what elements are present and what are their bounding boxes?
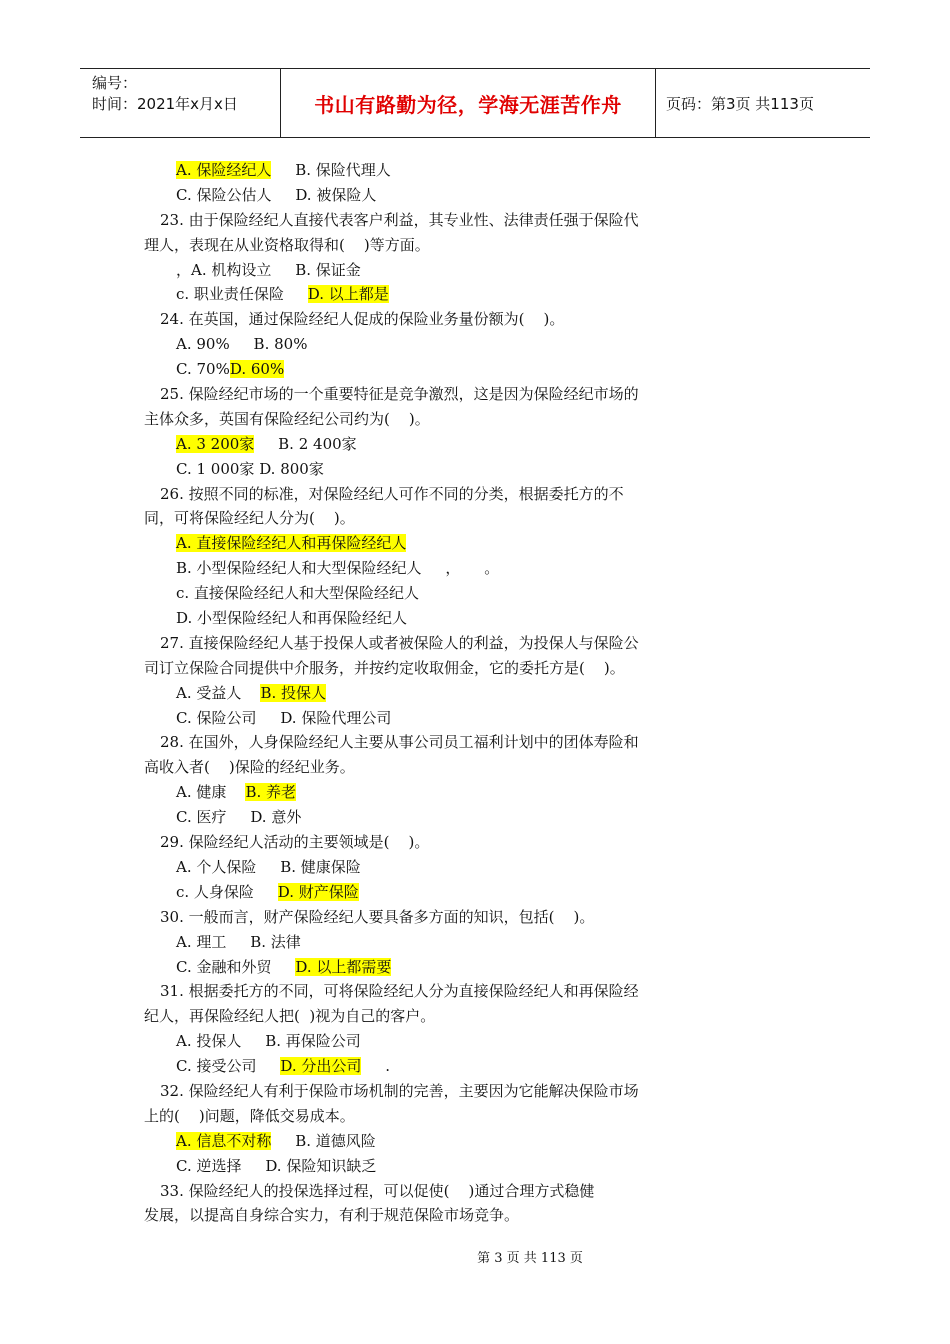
line-text: 理人，表现在从业资格取得和( )等方面。 xyxy=(144,235,430,254)
line-text: B. 小型保险经纪人和大型保险经纪人 ， 。 xyxy=(176,559,500,578)
line-text: 高收入者( )保险的经纪业务。 xyxy=(144,758,355,777)
line-text: 27. 直接保险经纪人基于投保人或者被保险人的利益，为投保人与保险公 xyxy=(160,633,639,652)
text-line xyxy=(144,730,724,755)
line-text: C. 70% xyxy=(176,360,230,379)
line-text: c. 职业责任保险 xyxy=(176,285,308,304)
line-text: C. 金融和外贸 xyxy=(176,957,296,976)
text-line xyxy=(144,457,724,482)
line-text: C. 1 000家 D. 800家 xyxy=(176,459,324,478)
line-text: 主体众多，英国有保险经纪公司约为( )。 xyxy=(144,409,430,428)
line-text: 24. 在英国，通过保险经纪人促成的保险业务量份额为( )。 xyxy=(160,310,565,329)
text-line xyxy=(144,407,724,432)
text-line xyxy=(144,755,724,780)
highlighted-answer: A. 3 200家 xyxy=(176,434,255,453)
text-line xyxy=(144,282,724,307)
line-text: c. 直接保险经纪人和大型保险经纪人 xyxy=(176,584,419,603)
page-header xyxy=(80,68,870,138)
line-text: 32. 保险经纪人有利于保险市场机制的完善，主要因为它能解决保险市场 xyxy=(160,1081,639,1100)
text-line xyxy=(144,506,724,531)
header-meta xyxy=(80,69,280,137)
text-line xyxy=(144,233,724,258)
text-line xyxy=(144,780,724,805)
text-line xyxy=(144,631,724,656)
text-line xyxy=(144,1029,724,1054)
text-line xyxy=(144,805,724,830)
text-line xyxy=(144,1079,724,1104)
line-text: . xyxy=(361,1057,390,1076)
highlighted-answer: A. 保险经纪人 xyxy=(176,161,272,179)
highlighted-answer: B. 投保人 xyxy=(260,683,327,702)
line-text: 纪人，再保险经纪人把( )视为自己的客户。 xyxy=(144,1007,436,1026)
line-text: A. 个人保险 B. 健康保险 xyxy=(176,857,361,876)
text-line xyxy=(144,1203,724,1228)
line-text: A. 受益人 xyxy=(176,683,261,702)
highlighted-answer: A. 信息不对称 xyxy=(176,1131,272,1150)
line-text: 31. 根据委托方的不同，可将保险经纪人分为直接保险经纪人和再保险经 xyxy=(160,982,639,1001)
highlighted-answer: D. 分出公司 xyxy=(280,1057,362,1076)
text-line xyxy=(144,905,724,930)
highlighted-answer: A. 直接保险经纪人和再保险经纪人 xyxy=(176,534,407,553)
time-label: 时间：2021年x月x日 xyxy=(92,95,238,113)
line-text: 司订立保险合同提供中介服务，并按约定收取佣金，它的委托方是( )。 xyxy=(144,658,625,677)
header-page-info: 页码：第3页 共113页 xyxy=(666,94,814,113)
text-line xyxy=(144,1004,724,1029)
text-line xyxy=(144,531,724,556)
line-text: C. 接受公司 xyxy=(176,1057,281,1076)
highlighted-answer: D. 60% xyxy=(229,360,285,379)
text-line xyxy=(144,706,724,731)
line-text: 26. 按照不同的标准，对保险经纪人可作不同的分类，根据委托方的不 xyxy=(160,484,624,503)
text-line xyxy=(144,930,724,955)
highlighted-answer: D. 财产保险 xyxy=(277,882,359,901)
line-text: 29. 保险经纪人活动的主要领域是( )。 xyxy=(160,833,430,852)
line-text: 28. 在国外，人身保险经纪人主要从事公司员工福利计划中的团体寿险和 xyxy=(160,733,639,752)
text-line xyxy=(144,556,724,581)
line-text: 发展，以提高自身综合实力，有利于规范保险市场竞争。 xyxy=(144,1206,520,1225)
highlighted-answer: D. 以上都是 xyxy=(307,285,389,304)
line-text: B. 2 400家 xyxy=(254,434,357,453)
highlighted-answer: B. 养老 xyxy=(245,783,297,802)
text-line xyxy=(144,581,724,606)
text-line xyxy=(144,482,724,507)
line-text: B. 道德风险 xyxy=(271,1131,376,1150)
line-text: C. 医疗 D. 意外 xyxy=(176,808,302,827)
line-text: ，A. 机构设立 B. 保证金 xyxy=(176,260,361,279)
text-line xyxy=(144,183,724,208)
text-line xyxy=(144,1104,724,1129)
highlighted-answer: D. 以上都需要 xyxy=(295,957,392,976)
page-footer: 第 3 页 共 113 页 xyxy=(477,1251,583,1266)
text-line xyxy=(144,979,724,1004)
line-text: 30. 一般而言，财产保险经纪人要具备多方面的知识，包括( )。 xyxy=(160,907,595,926)
line-text: 23. 由于保险经纪人直接代表客户利益，其专业性、法律责任强于保险代 xyxy=(160,210,639,229)
text-line xyxy=(144,158,724,183)
line-text: 25. 保险经纪市场的一个重要特征是竞争激烈，这是因为保险经纪市场的 xyxy=(160,385,639,404)
text-line xyxy=(144,955,724,980)
text-line xyxy=(144,880,724,905)
number-label: 编号： xyxy=(92,74,138,92)
line-text: 33. 保险经纪人的投保选择过程，可以促使( )通过合理方式稳健 xyxy=(160,1181,595,1200)
line-text: A. 健康 xyxy=(176,783,246,802)
text-line xyxy=(144,855,724,880)
line-text: A. 理工 B. 法律 xyxy=(176,932,301,951)
text-line xyxy=(144,332,724,357)
line-text: A. 投保人 B. 再保险公司 xyxy=(176,1032,361,1051)
text-line xyxy=(144,656,724,681)
line-text: 上的( )问题，降低交易成本。 xyxy=(144,1106,355,1125)
text-line xyxy=(144,606,724,631)
text-line xyxy=(144,432,724,457)
text-line xyxy=(144,307,724,332)
text-line xyxy=(144,1179,724,1204)
line-text: 同，可将保险经纪人分为( )。 xyxy=(144,509,355,528)
header-motto: 书山有路勤为径，学海无涯苦作舟 xyxy=(280,69,656,137)
text-line xyxy=(144,1129,724,1154)
text-line xyxy=(144,258,724,283)
document-body xyxy=(144,158,724,1228)
line-text: B. 保险代理人 xyxy=(271,161,391,179)
text-line xyxy=(144,1154,724,1179)
text-line xyxy=(144,208,724,233)
text-line xyxy=(144,1054,724,1079)
text-line xyxy=(144,357,724,382)
line-text: c. 人身保险 xyxy=(176,882,278,901)
line-text: A. 90% B. 80% xyxy=(176,335,308,354)
line-text: C. 保险公估人 D. 被保险人 xyxy=(176,185,377,204)
line-text: C. 逆选择 D. 保险知识缺乏 xyxy=(176,1156,377,1175)
text-line xyxy=(144,681,724,706)
text-line xyxy=(144,382,724,407)
line-text: D. 小型保险经纪人和再保险经纪人 xyxy=(176,609,408,628)
line-text: C. 保险公司 D. 保险代理公司 xyxy=(176,708,392,727)
text-line xyxy=(144,830,724,855)
